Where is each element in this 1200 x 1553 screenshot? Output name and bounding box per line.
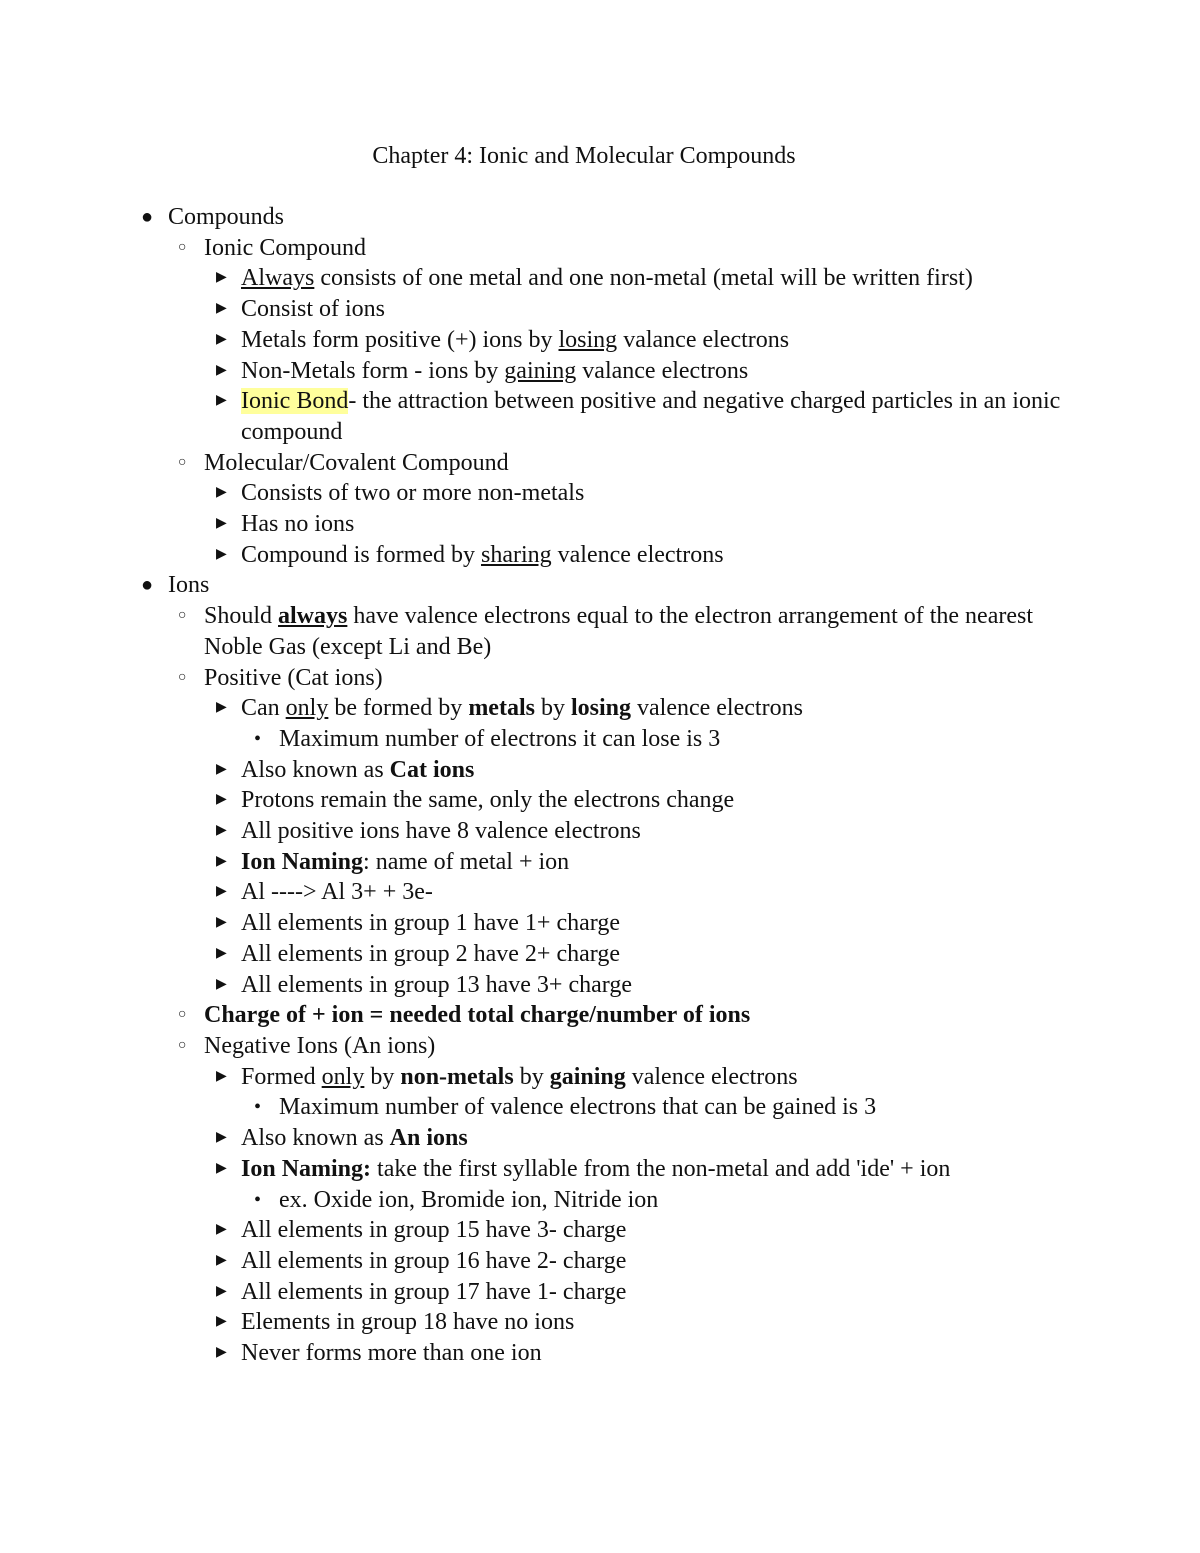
list-item xyxy=(0,601,1074,662)
list-item xyxy=(0,509,1061,540)
compounds-heading: Compounds xyxy=(168,204,285,230)
list-item xyxy=(0,816,1061,847)
item-text: Elements in group 18 have no ions xyxy=(241,1309,575,1336)
ionic-compound-heading: Ionic Compound xyxy=(204,234,366,261)
bold-text: Cat ions xyxy=(389,756,475,783)
negative-ions-heading: Negative Ions (An ions) xyxy=(204,1032,436,1059)
arrow-bullet-icon: ▶ xyxy=(216,1283,227,1299)
arrow-bullet-icon: ▶ xyxy=(216,976,227,992)
item-text: Protons remain the same, only the electrons change xyxy=(241,787,735,814)
list-item xyxy=(0,386,1061,447)
list-item xyxy=(0,1307,1061,1338)
item-text: Maximum number of valence electrons that can be gained is 3 xyxy=(279,1094,877,1121)
arrow-bullet-icon: ▶ xyxy=(216,393,227,409)
item-text: Has no ions xyxy=(241,511,355,538)
underlined-text: gaining xyxy=(504,357,577,384)
item-text: Should xyxy=(204,603,279,630)
list-item xyxy=(0,1154,1061,1185)
item-text: Can xyxy=(241,695,286,722)
item-text: All elements in group 16 have 2- charge xyxy=(241,1247,627,1274)
arrow-bullet-icon: ▶ xyxy=(216,1314,227,1330)
item-text: All elements in group 1 have 1+ charge xyxy=(241,910,620,937)
list-item xyxy=(0,356,1061,387)
item-text: be formed by xyxy=(328,695,469,722)
bold-text: non-metals xyxy=(400,1063,514,1090)
item-text: All positive ions have 8 valence electrons xyxy=(241,818,641,845)
circle-bullet-icon: ○ xyxy=(178,669,187,685)
item-text: All elements in group 2 have 2+ charge xyxy=(241,940,620,967)
item-text: take the first syllable from the non-metal and add 'ide' + ion xyxy=(371,1155,951,1182)
item-text: Non-Metals form - ions by xyxy=(241,357,505,384)
arrow-bullet-icon: ▶ xyxy=(216,270,227,286)
item-text: valence electrons xyxy=(551,541,724,568)
item-text: All elements in group 15 have 3- charge xyxy=(241,1217,627,1244)
item-text: Maximum number of electrons it can lose is 3 xyxy=(279,725,721,752)
item-text: valance electrons xyxy=(617,326,790,353)
list-item xyxy=(0,1123,1061,1154)
ions-heading: Ions xyxy=(168,572,210,599)
bold-text: Ion Naming: xyxy=(241,1155,372,1182)
underlined-text: only xyxy=(321,1063,365,1090)
item-text: Also known as xyxy=(241,1125,390,1152)
item-text: consists of one metal and one non-metal (metal will be written first) xyxy=(314,265,973,292)
arrow-bullet-icon: ▶ xyxy=(216,915,227,931)
circle-bullet-icon: ○ xyxy=(178,239,187,255)
circle-bullet-icon: ○ xyxy=(178,1037,187,1053)
list-item xyxy=(0,294,1061,325)
circle-bullet-icon: ○ xyxy=(178,608,187,624)
list-item xyxy=(0,693,1061,724)
list-item xyxy=(0,325,1061,356)
item-text: by xyxy=(364,1063,401,1090)
arrow-bullet-icon: ▶ xyxy=(216,1130,227,1146)
arrow-bullet-icon: ▶ xyxy=(216,1222,227,1238)
underlined-text: losing xyxy=(558,326,618,353)
bold-underlined-text: always xyxy=(278,603,348,630)
arrow-bullet-icon: ▶ xyxy=(216,331,227,347)
arrow-bullet-icon: ▶ xyxy=(216,853,227,869)
item-text: valance electrons xyxy=(576,357,749,384)
item-text: by xyxy=(513,1063,550,1090)
list-item xyxy=(0,1246,1061,1277)
item-text: have valence electrons equal to the electron arrangement of the nearest Noble Gas (except Li and Be) xyxy=(204,603,1034,660)
item-text: Consist of ions xyxy=(241,296,386,323)
list-item xyxy=(0,663,1074,694)
disc-bullet-icon: • xyxy=(254,727,262,750)
list-item xyxy=(0,1000,1074,1031)
item-text: All elements in group 17 have 1- charge xyxy=(241,1278,627,1305)
arrow-bullet-icon: ▶ xyxy=(216,700,227,716)
item-text: All elements in group 13 have 3+ charge xyxy=(241,971,632,998)
item-text: : name of metal + ion xyxy=(363,848,570,875)
list-item xyxy=(0,1031,1074,1062)
item-text: Formed xyxy=(241,1063,322,1090)
bold-text: An ions xyxy=(389,1125,468,1152)
circle-bullet-icon: ○ xyxy=(178,1007,187,1023)
item-text: ex. Oxide ion, Bromide ion, Nitride ion xyxy=(279,1186,659,1213)
list-item xyxy=(0,570,1200,601)
positive-ions-heading: Positive (Cat ions) xyxy=(204,664,383,691)
item-text: Never forms more than one ion xyxy=(241,1340,542,1367)
item-text: valence electrons xyxy=(625,1063,798,1090)
list-item xyxy=(0,908,1061,939)
notes-outline xyxy=(0,202,1200,1369)
list-item xyxy=(0,478,1061,509)
disc-bullet-icon: ● xyxy=(141,206,154,228)
list-item xyxy=(0,1338,1061,1369)
arrow-bullet-icon: ▶ xyxy=(216,884,227,900)
arrow-bullet-icon: ▶ xyxy=(216,301,227,317)
arrow-bullet-icon: ▶ xyxy=(216,761,227,777)
bold-text: Ion Naming xyxy=(241,848,364,875)
item-text: Consists of two or more non-metals xyxy=(241,480,585,507)
underlined-text: only xyxy=(285,695,329,722)
item-text: Compound is formed by xyxy=(241,541,481,568)
item-text: by xyxy=(534,695,571,722)
item-text: Also known as xyxy=(241,756,390,783)
list-item xyxy=(0,1185,1200,1216)
list-item xyxy=(0,202,1200,233)
charge-rule: Charge of + ion = needed total charge/number of ions xyxy=(204,1002,751,1029)
item-text: - the attraction between positive and negative charged particles in an ionic compound xyxy=(241,388,1061,445)
circle-bullet-icon: ○ xyxy=(178,454,187,470)
disc-bullet-icon: • xyxy=(254,1188,262,1211)
arrow-bullet-icon: ▶ xyxy=(216,362,227,378)
arrow-bullet-icon: ▶ xyxy=(216,945,227,961)
arrow-bullet-icon: ▶ xyxy=(216,1160,227,1176)
list-item xyxy=(0,724,1200,755)
disc-bullet-icon: • xyxy=(254,1096,262,1119)
underlined-text: Always xyxy=(241,265,315,292)
list-item xyxy=(0,1277,1061,1308)
bold-text: metals xyxy=(468,695,535,722)
list-item xyxy=(0,755,1061,786)
item-text: Al ----> Al 3+ + 3e- xyxy=(241,879,433,906)
bold-text: gaining xyxy=(549,1063,626,1090)
list-item xyxy=(0,1092,1200,1123)
page-title: Chapter 4: Ionic and Molecular Compounds xyxy=(372,143,796,169)
list-item xyxy=(0,540,1061,571)
underlined-text: sharing xyxy=(481,541,552,568)
list-item xyxy=(0,877,1061,908)
list-item xyxy=(0,233,1074,264)
item-text: valence electrons xyxy=(631,695,803,722)
arrow-bullet-icon: ▶ xyxy=(216,546,227,562)
arrow-bullet-icon: ▶ xyxy=(216,1252,227,1268)
molecular-compound-heading: Molecular/Covalent Compound xyxy=(204,449,509,476)
list-item xyxy=(0,1215,1061,1246)
item-text: Metals form positive (+) ions by xyxy=(241,326,559,353)
list-item xyxy=(0,939,1061,970)
list-item xyxy=(0,847,1061,878)
arrow-bullet-icon: ▶ xyxy=(216,1068,227,1084)
disc-bullet-icon: ● xyxy=(141,574,154,597)
arrow-bullet-icon: ▶ xyxy=(216,823,227,839)
arrow-bullet-icon: ▶ xyxy=(216,485,227,501)
arrow-bullet-icon: ▶ xyxy=(216,792,227,808)
arrow-bullet-icon: ▶ xyxy=(216,1345,227,1361)
arrow-bullet-icon: ▶ xyxy=(216,516,227,532)
list-item xyxy=(0,1062,1061,1093)
list-item xyxy=(0,448,1074,479)
list-item xyxy=(0,970,1061,1001)
bold-text: losing xyxy=(570,695,631,722)
highlighted-term: Ionic Bond xyxy=(241,388,349,415)
list-item xyxy=(0,785,1061,816)
list-item xyxy=(0,263,1061,294)
